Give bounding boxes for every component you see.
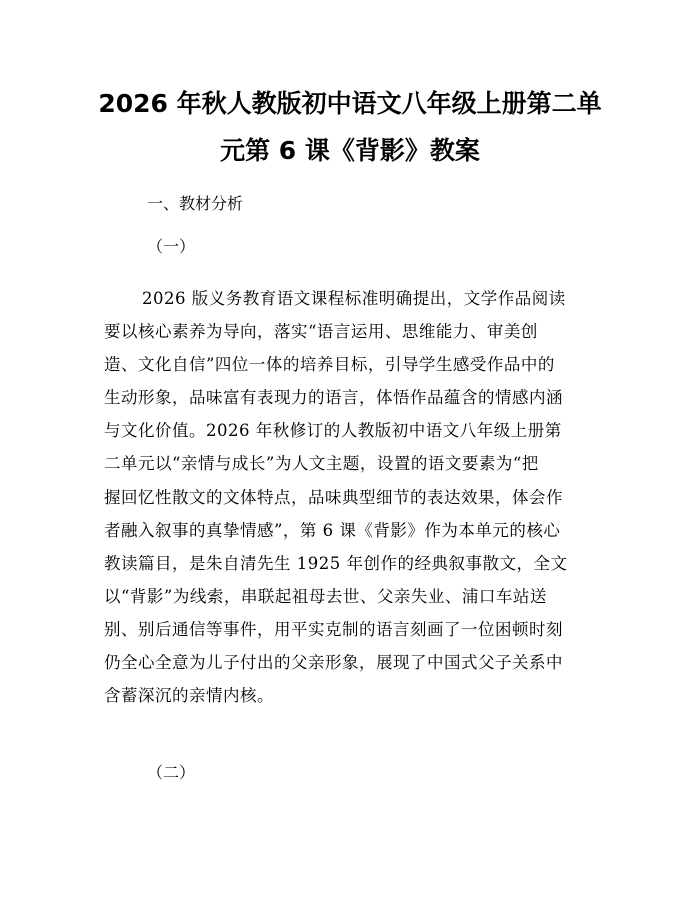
paragraph-line: 造、文化自信”四位一体的培养目标，引导学生感受作品中的 [104, 355, 555, 375]
document-title [80, 80, 620, 174]
paragraph-line: 与文化价值。2026 年秋修订的人教版初中语文八年级上册第 [104, 421, 562, 441]
subsection-heading-1: （一） [147, 237, 196, 256]
body-paragraph [104, 282, 604, 712]
paragraph-line: 者融入叙事的真挚情感”，第 6 课《背影》作为本单元的核心 [104, 520, 561, 540]
title-line-1: 2026 年秋人教版初中语文八年级上册第二单 [98, 89, 602, 118]
paragraph-line: 仍全心全意为儿子付出的父亲形象，展现了中国式父子关系中 [104, 653, 563, 673]
paragraph-line: 含蓄深沉的亲情内核。 [104, 686, 274, 706]
section-heading: 一、教材分析 [147, 194, 244, 213]
paragraph-line: 2026 版义务教育语文课程标准明确提出，文学作品阅读 [142, 289, 566, 308]
paragraph-line: 以“背影”为线索，串联起祖母去世、父亲失业、浦口车站送 [104, 586, 547, 606]
paragraph-line: 握回忆性散文的文体特点，品味典型细节的表达效果，体会作 [104, 487, 563, 507]
paragraph-line: 生动形象，品味富有表现力的语言，体悟作品蕴含的情感内涵 [104, 388, 563, 408]
subsection-heading-2: （二） [147, 763, 196, 782]
paragraph-line: 别、别后通信等事件，用平实克制的语言刻画了一位困顿时刻 [104, 619, 563, 639]
paragraph-line: 教读篇目，是朱自清先生 1925 年创作的经典叙事散文，全文 [104, 553, 568, 573]
paragraph-line: 二单元以“亲情与成长”为人文主题，设置的语文要素为“把 [104, 454, 539, 474]
paragraph-line: 要以核心素养为导向，落实“语言运用、思维能力、审美创 [104, 322, 538, 342]
title-line-2: 元第 6 课《背影》教案 [220, 136, 480, 165]
